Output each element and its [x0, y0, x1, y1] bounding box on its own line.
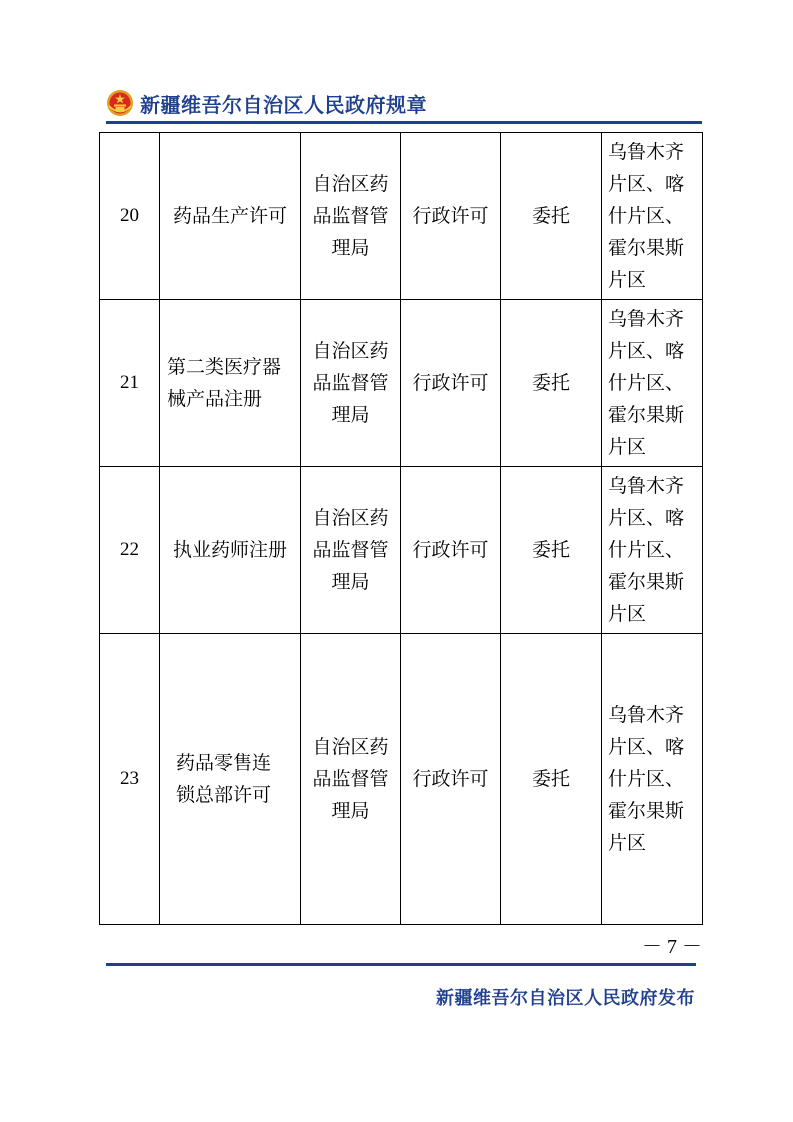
table-row [100, 467, 703, 634]
row-number: 20 [100, 133, 160, 300]
table-row [100, 300, 703, 467]
delegation-table [99, 132, 703, 925]
page-number: － 7 － [642, 936, 702, 958]
header-divider [106, 121, 702, 124]
item-name: 药品零售连锁总部许可 [176, 752, 272, 806]
delegation-mode: 委托 [501, 634, 602, 925]
table-row [100, 634, 703, 925]
row-number: 22 [100, 467, 160, 634]
department: 自治区药品监督管理局 [312, 507, 389, 593]
delegation-mode: 委托 [501, 133, 602, 300]
department: 自治区药品监督管理局 [312, 173, 389, 259]
region: 乌鲁木齐片区、喀什片区、霍尔果斯片区 [608, 308, 685, 458]
delegation-mode: 委托 [501, 467, 602, 634]
table-row [100, 133, 703, 300]
national-emblem-icon [106, 89, 134, 117]
item-name: 执业药师注册 [172, 539, 287, 561]
item-type: 行政许可 [401, 634, 501, 925]
footer-divider [106, 963, 696, 966]
item-type: 行政许可 [401, 133, 501, 300]
department: 自治区药品监督管理局 [312, 736, 389, 822]
item-name: 第二类医疗器械产品注册 [167, 356, 282, 410]
region: 乌鲁木齐片区、喀什片区、霍尔果斯片区 [608, 704, 685, 854]
department: 自治区药品监督管理局 [312, 340, 389, 426]
item-name: 药品生产许可 [172, 205, 287, 227]
publisher-footer: 新疆维吾尔自治区人民政府发布 [436, 988, 695, 1009]
item-type: 行政许可 [401, 467, 501, 634]
row-number: 21 [100, 300, 160, 467]
region: 乌鲁木齐片区、喀什片区、霍尔果斯片区 [608, 141, 685, 291]
row-number: 23 [100, 634, 160, 925]
region: 乌鲁木齐片区、喀什片区、霍尔果斯片区 [608, 475, 685, 625]
item-type: 行政许可 [401, 300, 501, 467]
delegation-mode: 委托 [501, 300, 602, 467]
page-header [106, 86, 427, 120]
page-title: 新疆维吾尔自治区人民政府规章 [140, 92, 427, 117]
